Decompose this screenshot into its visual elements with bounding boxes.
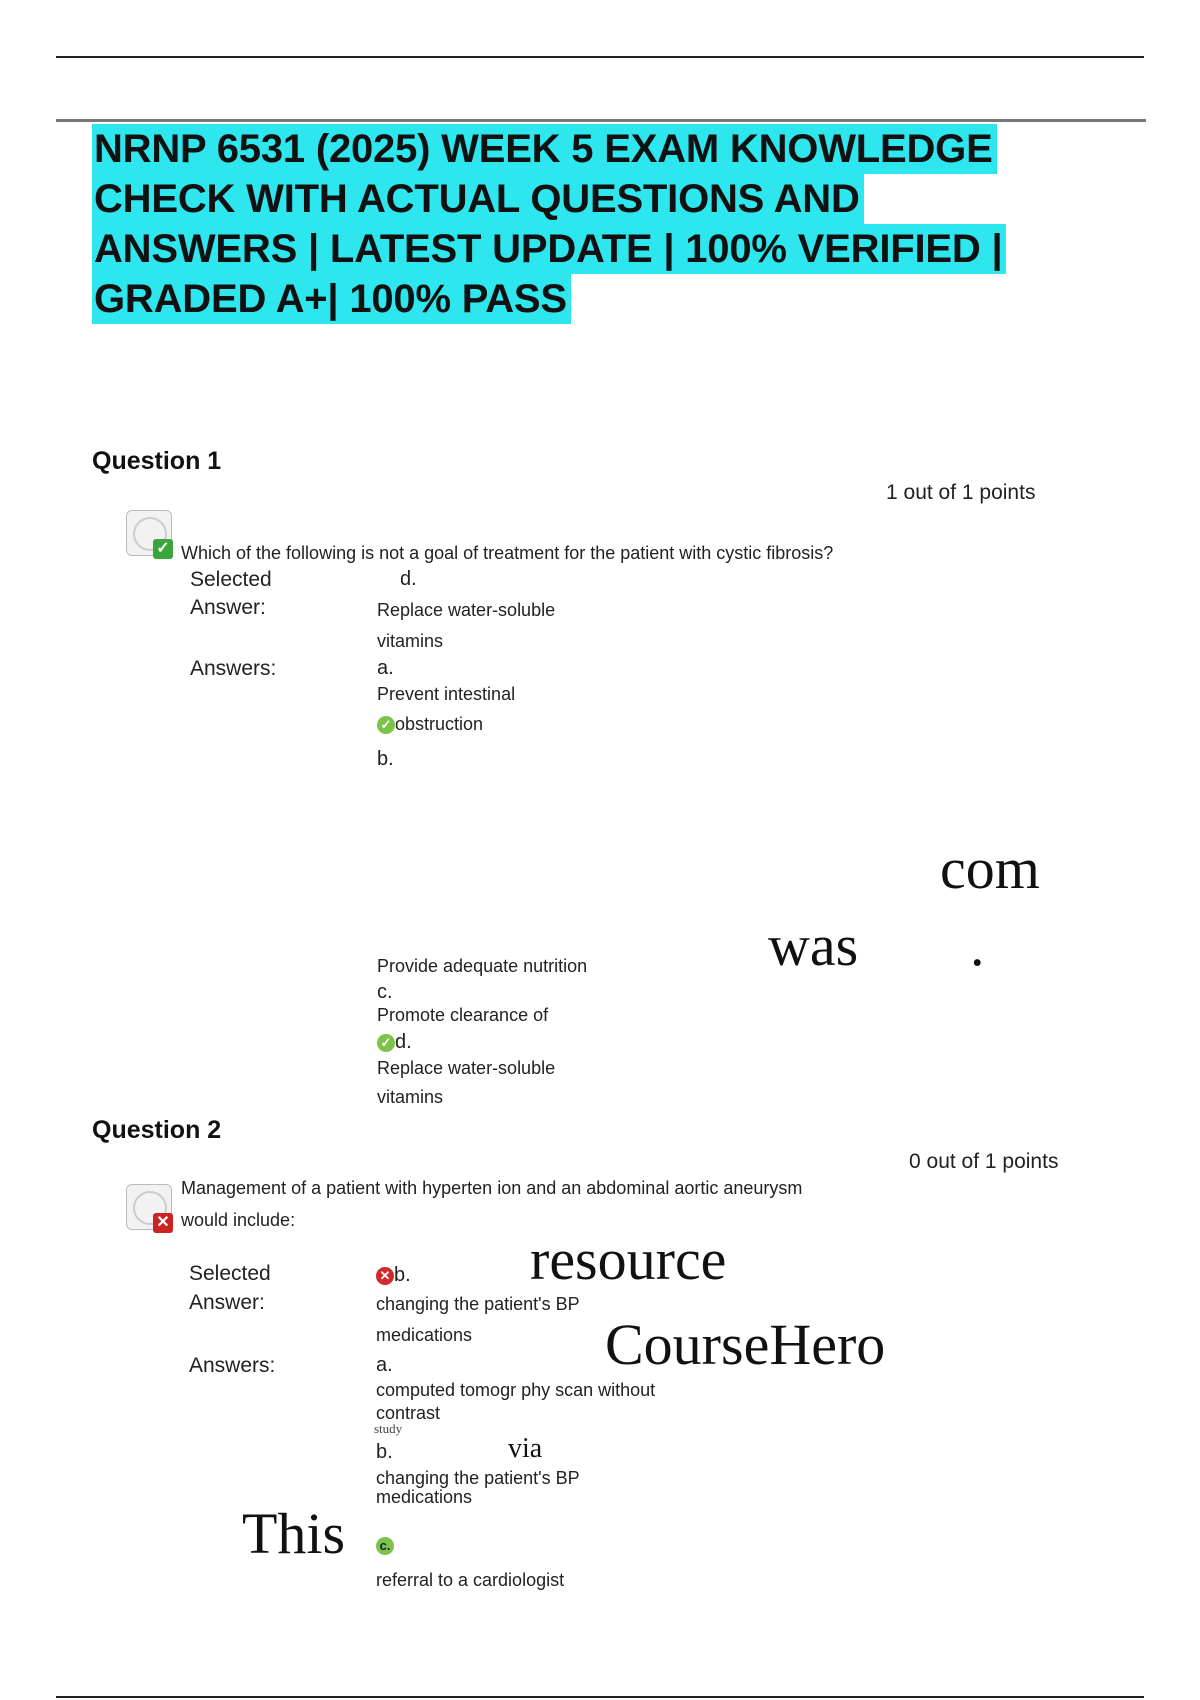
option-a-text-2: contrast	[376, 1403, 441, 1423]
option-b-text-2: medications	[376, 1487, 473, 1507]
question-2-points: 0 out of 1 points	[909, 1150, 1059, 1173]
selected-answer-label-2: Answer:	[189, 1291, 265, 1314]
watermark-this: This	[242, 1501, 346, 1566]
option-a-text: computed tomogr phy scan without	[376, 1380, 656, 1400]
question-status-icon	[126, 510, 172, 556]
option-b-letter: b.	[376, 1441, 393, 1463]
watermark-com: com	[940, 836, 1040, 901]
option-c-row	[376, 1534, 394, 1557]
title-line-2: CHECK WITH ACTUAL QUESTIONS AND	[92, 174, 864, 224]
correct-check-icon: ✓	[377, 1034, 395, 1052]
question-2-heading: Question 2	[92, 1116, 222, 1144]
selected-answer-letter: d.	[400, 568, 417, 590]
option-b-text: Provide adequate nutrition	[377, 956, 588, 976]
title-line-1: NRNP 6531 (2025) WEEK 5 EXAM KNOWLEDGE	[92, 124, 997, 174]
watermark-resource: resource	[530, 1227, 727, 1292]
watermark-was: was	[768, 913, 859, 978]
question-1-heading: Question 1	[92, 447, 222, 475]
top-rule	[56, 56, 1144, 58]
option-d-text-2: vitamins	[377, 1087, 444, 1107]
title-line-3: ANSWERS | LATEST UPDATE | 100% VERIFIED |	[92, 224, 1006, 274]
option-b-letter: b.	[377, 748, 394, 770]
selected-answer-text: Replace water-soluble	[377, 600, 556, 620]
selected-answer-text-2: medications	[376, 1325, 473, 1345]
option-c-text: referral to a cardiologist	[376, 1570, 565, 1590]
option-c-letter: c.	[379, 1537, 391, 1553]
bottom-rule	[56, 1696, 1144, 1698]
watermark-dot: .	[970, 913, 985, 978]
selected-answer-label: Selected	[189, 1262, 271, 1285]
option-a-text-2	[377, 714, 483, 735]
title-rule	[56, 119, 1146, 122]
option-a-letter: a.	[376, 1354, 393, 1376]
option-a-text-2-label: obstruction	[395, 714, 484, 734]
selected-answer-text-2: vitamins	[377, 631, 444, 651]
selected-answer-label-2: Answer:	[190, 596, 266, 619]
question-2-text: Management of a patient with hyperten ion and an abdominal aortic aneurysm	[181, 1178, 803, 1198]
selected-answer-letter: b.	[394, 1264, 411, 1286]
incorrect-x-icon: ✕	[376, 1267, 394, 1285]
question-status-icon	[126, 1184, 172, 1230]
title-line-4: GRADED A+| 100% PASS	[92, 274, 571, 324]
option-d-row	[377, 1031, 412, 1054]
correct-check-icon	[376, 1537, 394, 1555]
option-a-letter: a.	[377, 657, 394, 679]
watermark-coursehero: CourseHero	[605, 1312, 886, 1377]
option-c-letter: c.	[377, 981, 393, 1003]
question-1-points: 1 out of 1 points	[886, 481, 1036, 504]
watermark-study: study	[374, 1421, 403, 1436]
correct-check-icon: ✓	[377, 716, 395, 734]
option-d-text: Replace water-soluble	[377, 1058, 556, 1078]
option-b-text: changing the patient's BP	[376, 1468, 580, 1488]
x-icon: ✕	[153, 1213, 173, 1233]
selected-answer-row	[376, 1264, 411, 1287]
document-title	[92, 124, 1102, 324]
option-a-text: Prevent intestinal	[377, 684, 516, 704]
question-1-text: Which of the following is not a goal of treatment for the patient with cystic fibrosis?	[181, 543, 834, 563]
watermark-via: via	[508, 1433, 543, 1464]
question-2-text-2: would include:	[181, 1210, 296, 1230]
answers-label: Answers:	[189, 1354, 276, 1377]
selected-answer-label: Selected	[190, 568, 272, 591]
selected-answer-text: changing the patient's BP	[376, 1294, 580, 1314]
option-d-letter: d.	[395, 1031, 412, 1053]
option-c-text: Promote clearance of	[377, 1005, 549, 1025]
answers-label: Answers:	[190, 657, 277, 680]
check-icon: ✓	[153, 539, 173, 559]
